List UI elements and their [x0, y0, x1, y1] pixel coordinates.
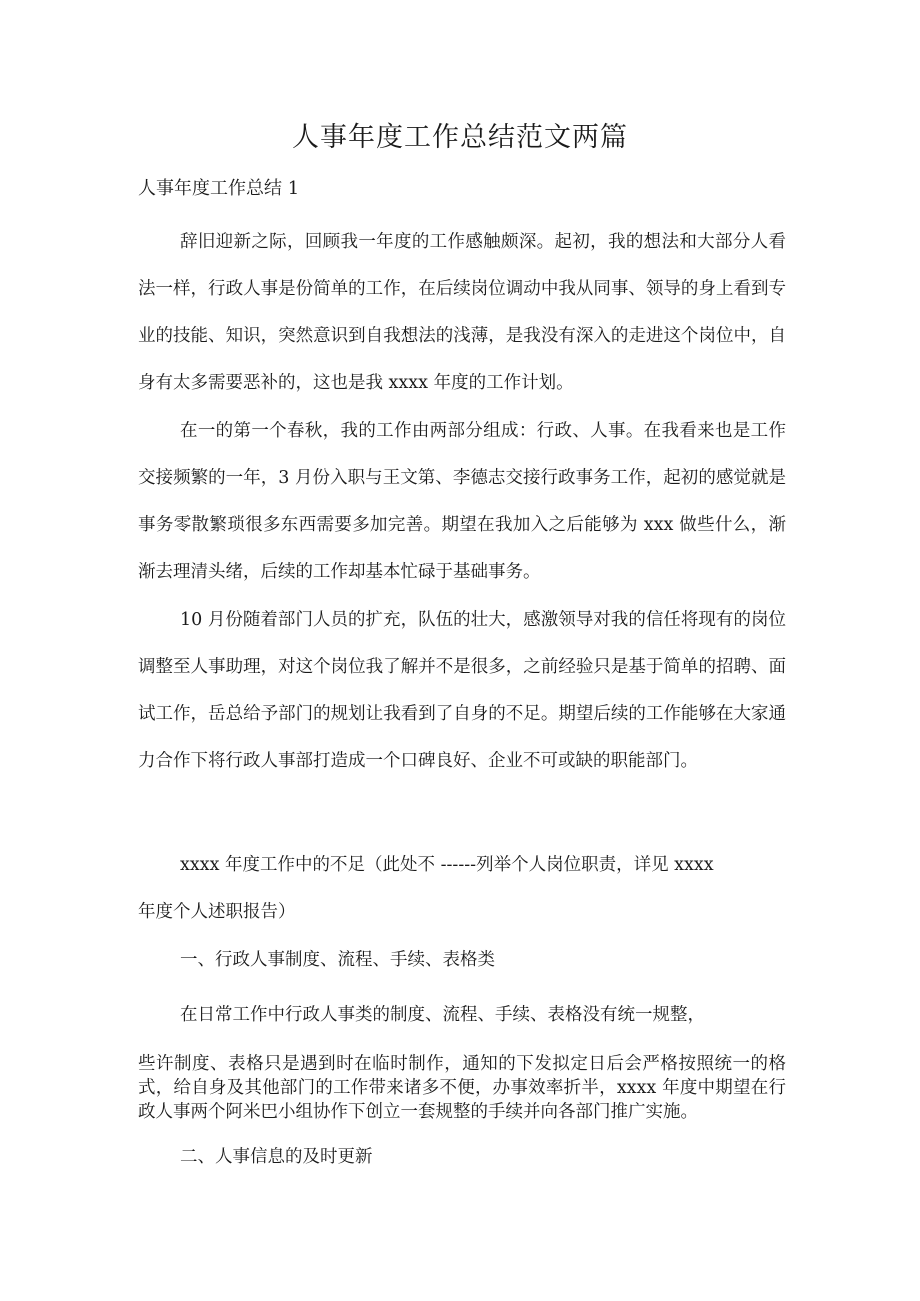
section-heading-1: 一、行政人事制度、流程、手续、表格类	[180, 950, 495, 970]
shortfall-line-1: xxxx 年度工作中的不足（此处不 ------列举个人岗位职责，详见 xxxx	[180, 855, 714, 875]
document-title: 人事年度工作总结范文两篇	[292, 122, 628, 153]
section1-paragraph: 些许制度、表格只是遇到时在临时制作，通知的下发拟定日后会严格按照统一的格式，给自身及其他部门的工作带来诸多不便，办事效率折半，xxxx 年度中期望在行政人事两个阿米巴小组协作下创立一套规整的手续并向各部门推广实施。	[138, 1054, 786, 1122]
shortfall-line-2: 年度个人述职报告）	[138, 902, 296, 922]
paragraph-role-change: 10 月份随着部门人员的扩充，队伍的壮大，感激领导对我的信任将现有的岗位调整至人事助理，对这个岗位我了解并不是很多，之前经验只是基于简单的招聘、面试工作，岳总给予部门的规划让我看到了自身的不足。期望后续的工作能够在大家通力合作下将行政人事部打造成一个口碑良好、企业不可或缺的职能部门。	[138, 610, 786, 771]
document-subtitle: 人事年度工作总结 1	[138, 178, 300, 199]
paragraph-first-year: 在一的第一个春秋，我的工作由两部分组成：行政、人事。在我看来也是工作交接频繁的一年，3 月份入职与王文第、李德志交接行政事务工作，起初的感觉就是事务零散繁琐很多东西需要多加完善。期望在我加入之后能够为 xxx 做些什么，渐渐去理清头绪，后续的工作却基本忙碌于基础事务。	[138, 421, 786, 582]
section1-intro-line: 在日常工作中行政人事类的制度、流程、手续、表格没有统一规整，	[180, 1005, 705, 1025]
paragraph-reflection: 辞旧迎新之际，回顾我一年度的工作感触颇深。起初，我的想法和大部分人看法一样，行政人事是份简单的工作，在后续岗位调动中我从同事、领导的身上看到专业的技能、知识，突然意识到自我想法的浅薄，是我没有深入的走进这个岗位中，自身有太多需要恶补的，这也是我 xxxx 年度的工作计划。	[138, 232, 786, 393]
section-heading-2: 二、人事信息的及时更新	[180, 1147, 373, 1167]
